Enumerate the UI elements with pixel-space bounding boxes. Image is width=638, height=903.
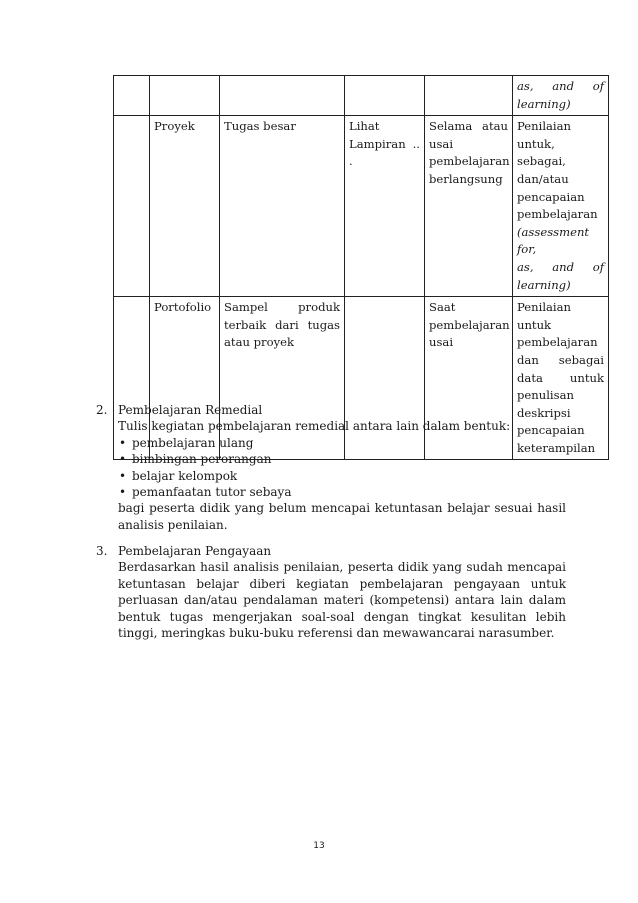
cell-line: Penilaian [517, 300, 572, 315]
cell-line: terbaik dari tugas [224, 317, 340, 332]
cell-line: data untuk [517, 370, 604, 385]
cell-line: learning) [517, 277, 571, 292]
cell-line: pencapaian [517, 423, 585, 438]
section-title: Pembelajaran Pengayaan [118, 544, 272, 558]
section-remedial [96, 402, 566, 533]
cell-line: as, and of [517, 259, 604, 274]
cell-line: deskripsi [517, 405, 571, 420]
cell-line: untuk [517, 317, 552, 332]
cell-line: as, and of [517, 79, 604, 93]
cell-line: Penilaian [517, 119, 572, 134]
cell-line: dan sebagai [517, 352, 604, 367]
cell-line: pembelajaran [517, 335, 598, 350]
cell-line: pembelajaran [517, 207, 598, 222]
table-row [114, 76, 609, 116]
cell-instrumen [345, 116, 425, 297]
teknik-text: Portofolio [154, 300, 212, 315]
remedial-list [118, 435, 566, 501]
list-item: • pembelajaran ulang [118, 435, 566, 451]
teknik-text: Proyek [154, 119, 195, 134]
cell-line: pencapaian [517, 189, 585, 204]
cell-line: Lampiran .. [349, 136, 420, 151]
cell-line: keterampilan [517, 440, 596, 455]
cell-line: Saat [429, 300, 456, 315]
cell-line: pembelajaran [429, 317, 510, 332]
list-item: • belajar kelompok [118, 468, 566, 484]
table-row [114, 116, 609, 297]
cell-keterangan [513, 116, 609, 297]
cell-instrumen [345, 76, 425, 116]
cell-line: Sampel produk [224, 300, 340, 315]
cell-line: dan/atau [517, 171, 569, 186]
cell-keterangan [513, 76, 609, 116]
cell-bentuk [220, 76, 345, 116]
section-closing: bagi peserta didik yang belum mencapai ketuntasan belajar sesuai hasil analisis penilaian. [118, 501, 566, 532]
section-title: Pembelajaran Remedial [118, 403, 263, 417]
cell-number [114, 116, 150, 297]
cell-bentuk [220, 116, 345, 297]
cell-line: (assessment for, [517, 224, 590, 257]
cell-line: atau proyek [224, 335, 295, 350]
cell-number [114, 76, 150, 116]
cell-line: usai [429, 335, 454, 350]
cell-line: usai [429, 136, 454, 151]
cell-line: Tugas besar [224, 119, 296, 134]
cell-line: Lihat [349, 119, 380, 134]
cell-line: berlangsung [429, 171, 503, 186]
list-item: • bimbingan perorangan [118, 451, 566, 467]
cell-line: . [349, 154, 353, 169]
cell-line: pembelajaran [429, 154, 510, 169]
section-number: 3. [96, 544, 108, 558]
cell-waktu [425, 76, 513, 116]
cell-waktu [425, 116, 513, 297]
cell-line: untuk, sebagai, [517, 136, 566, 169]
cell-teknik [150, 116, 220, 297]
section-intro: Tulis kegiatan pembelajaran remedial antara lain dalam bentuk: [118, 419, 511, 434]
page-number: 13 [313, 841, 325, 851]
cell-line: penulisan [517, 388, 574, 403]
list-item: • pemanfaatan tutor sebaya [118, 484, 566, 500]
section-paragraph: Berdasarkan hasil analisis penilaian, peserta didik yang sudah mencapai ketuntasan belajar diberi kegiatan pembelajaran pengayaan untuk perluasan dan/atau pendalaman materi (kompetensi) antara lain dalam bentuk tugas mengerjakan soal-soal dengan tingkat kesulitan lebih tinggi, meringkas buku-buku referensi dan mewawancarai narasumber. [118, 560, 566, 641]
cell-line: learning) [517, 96, 571, 111]
cell-line: Selama atau [429, 119, 508, 134]
section-number: 2. [96, 403, 108, 417]
cell-teknik [150, 76, 220, 116]
section-pengayaan [96, 543, 566, 641]
